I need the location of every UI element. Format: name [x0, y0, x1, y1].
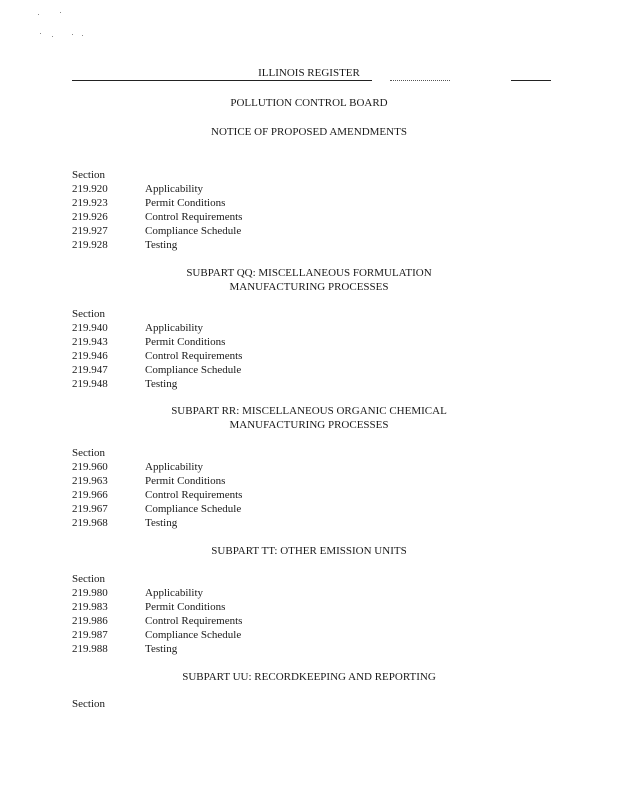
section-title: Control Requirements — [145, 489, 243, 501]
section-title: Testing — [145, 517, 178, 529]
section-number: 219.968 — [72, 517, 108, 529]
section-entry — [72, 350, 242, 364]
notice-title: NOTICE OF PROPOSED AMENDMENTS — [211, 126, 407, 138]
subpart-heading: SUBPART QQ: MISCELLANEOUS FORMULATION — [186, 267, 432, 279]
section-entry — [72, 336, 225, 350]
section-title: Applicability — [145, 183, 204, 195]
section-number: 219.980 — [72, 587, 108, 599]
section-label: Section — [72, 169, 105, 181]
section-entry — [72, 211, 242, 225]
section-title: Compliance Schedule — [145, 629, 242, 641]
section-number: 219.940 — [72, 322, 108, 334]
section-number: 219.948 — [72, 378, 108, 390]
section-entry — [72, 197, 225, 211]
subpart-heading: SUBPART TT: OTHER EMISSION UNITS — [211, 545, 407, 557]
section-entry — [72, 503, 241, 517]
section-number: 219.920 — [72, 183, 108, 195]
section-number: 219.927 — [72, 225, 108, 237]
section-number: 219.926 — [72, 211, 108, 223]
header-rule-right — [511, 80, 551, 81]
section-title: Compliance Schedule — [145, 225, 242, 237]
section-title: Permit Conditions — [145, 197, 226, 209]
section-label: Section — [72, 573, 105, 585]
section-title: Applicability — [145, 587, 204, 599]
section-title: Control Requirements — [145, 350, 243, 362]
section-label: Section — [72, 308, 105, 320]
section-entry — [72, 225, 241, 239]
section-title: Applicability — [145, 461, 204, 473]
section-entry — [72, 601, 225, 615]
section-entry — [72, 364, 241, 378]
section-number: 219.986 — [72, 615, 108, 627]
section-title: Permit Conditions — [145, 336, 226, 348]
section-number: 219.923 — [72, 197, 108, 209]
section-entry — [72, 629, 241, 643]
subpart-heading: SUBPART UU: RECORDKEEPING AND REPORTING — [182, 671, 436, 683]
section-label: Section — [72, 698, 105, 710]
section-entry — [72, 183, 203, 197]
section-entry — [72, 615, 242, 629]
section-title: Compliance Schedule — [145, 364, 242, 376]
subpart-heading: SUBPART RR: MISCELLANEOUS ORGANIC CHEMICAL — [171, 405, 447, 417]
section-title: Applicability — [145, 322, 204, 334]
section-entry — [72, 475, 225, 489]
section-number: 219.946 — [72, 350, 108, 362]
section-entry — [72, 643, 177, 657]
subpart-heading-continued: MANUFACTURING PROCESSES — [229, 281, 389, 293]
section-title: Testing — [145, 239, 178, 251]
header-rule-left — [72, 80, 372, 81]
register-title: ILLINOIS REGISTER — [258, 67, 360, 79]
section-title: Compliance Schedule — [145, 503, 242, 515]
section-number: 219.943 — [72, 336, 108, 348]
agency-name: POLLUTION CONTROL BOARD — [230, 97, 388, 109]
section-number: 219.987 — [72, 629, 108, 641]
section-title: Testing — [145, 378, 178, 390]
section-entry — [72, 322, 203, 336]
section-number: 219.928 — [72, 239, 108, 251]
header-rule-middle — [390, 80, 450, 81]
section-entry — [72, 517, 177, 531]
section-label: Section — [72, 447, 105, 459]
section-entry — [72, 587, 203, 601]
section-number: 219.967 — [72, 503, 108, 515]
section-number: 219.966 — [72, 489, 108, 501]
section-number: 219.960 — [72, 461, 108, 473]
subpart-heading-continued: MANUFACTURING PROCESSES — [229, 419, 389, 431]
section-title: Testing — [145, 643, 178, 655]
section-number: 219.988 — [72, 643, 108, 655]
section-title: Permit Conditions — [145, 475, 226, 487]
section-entry — [72, 239, 177, 253]
section-number: 219.983 — [72, 601, 108, 613]
section-title: Control Requirements — [145, 211, 243, 223]
section-entry — [72, 461, 203, 475]
section-number: 219.963 — [72, 475, 108, 487]
section-title: Permit Conditions — [145, 601, 226, 613]
section-entry — [72, 378, 177, 392]
section-title: Control Requirements — [145, 615, 243, 627]
section-entry — [72, 489, 242, 503]
section-number: 219.947 — [72, 364, 108, 376]
